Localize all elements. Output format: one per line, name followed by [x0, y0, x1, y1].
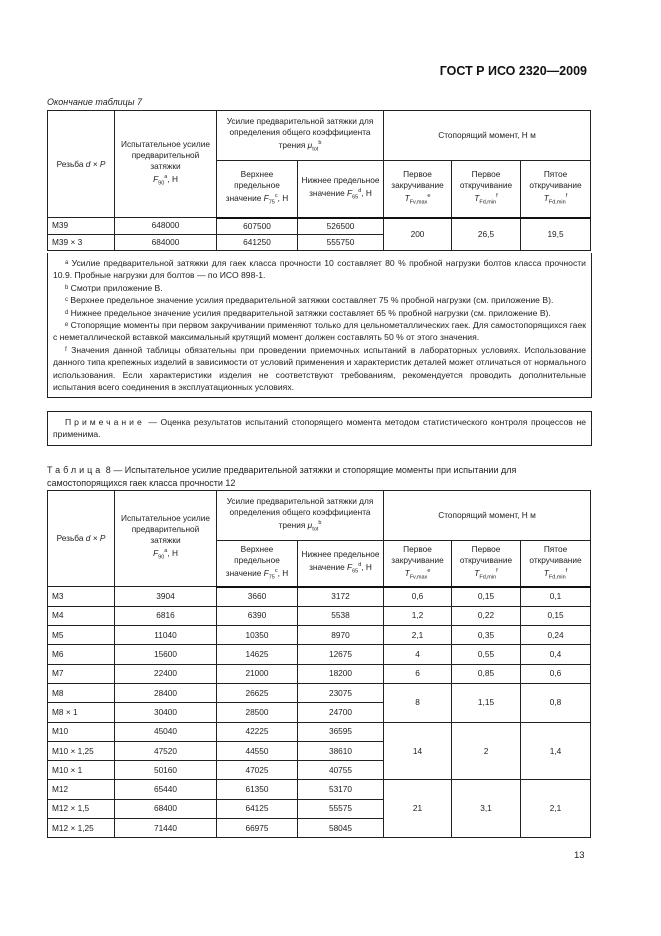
thread-cell: M8: [48, 683, 115, 702]
thread-cell: M12: [48, 780, 115, 799]
upper-preload-cell: 44550: [217, 741, 298, 760]
proof-load-cell: 50160: [115, 761, 217, 780]
header-preload-group: [217, 491, 384, 541]
footnote-marker: a: [164, 548, 168, 555]
table8-body: [48, 587, 591, 838]
header-preload-label: Усилие предварительной затяжки для определения общего коэффициента трения: [226, 495, 374, 530]
fifth-loosening-torque-cell: 0,8: [521, 683, 591, 722]
header-thread-symbol: d × P: [85, 533, 106, 543]
symbol-subscript: 90: [158, 180, 165, 187]
proof-load-cell: 30400: [115, 703, 217, 722]
header-label: Первое откручивание: [459, 169, 513, 191]
footnote-marker: a: [164, 173, 168, 180]
fifth-loosening-torque-cell: 1,4: [521, 722, 591, 780]
lower-preload-cell: 3172: [298, 587, 384, 607]
header-proof-load: [115, 111, 217, 218]
upper-preload-cell: 14625: [217, 645, 298, 664]
note-label: Примечание: [65, 417, 145, 427]
page-number: 13: [574, 850, 585, 861]
table7-footnotes: [47, 253, 592, 398]
symbol: F: [263, 567, 269, 578]
upper-preload-cell: 26625: [217, 683, 298, 702]
table-row: [48, 722, 591, 741]
symbol-subscript: Fd,min: [479, 573, 497, 580]
symbol-subscript: 65: [352, 568, 359, 575]
upper-preload-cell: 66975: [217, 819, 298, 838]
first-loosening-torque-cell: 0,85: [452, 664, 521, 683]
thread-cell: M39 × 3: [48, 234, 115, 250]
header-thread: [48, 111, 115, 218]
header-proof-load: [115, 491, 217, 587]
proof-load-cell: 71440: [115, 819, 217, 838]
table-row: [48, 218, 591, 235]
footnote: ᵇ Смотри приложение В.: [65, 282, 163, 293]
first-tightening-torque-cell: 200: [384, 218, 452, 251]
header-preload-label: Усилие предварительной затяжки для определения общего коэффициента трения: [226, 115, 374, 150]
symbol: F: [347, 187, 353, 198]
first-tightening-torque-cell: 14: [384, 722, 452, 780]
symbol-subscript: Fd,min: [479, 199, 497, 206]
symbol-subscript: Fv,max: [409, 199, 428, 206]
symbol-subscript: Fd,min: [548, 573, 566, 580]
proof-load-cell: 11040: [115, 626, 217, 645]
header-first-off: [452, 541, 521, 587]
table-row: [48, 780, 591, 799]
table8-caption-text: 8 — Испытательное усилие предварительной затяжки и стопорящие моменты при испытании для самостопорящихся гаек класса прочности 12: [47, 465, 517, 488]
upper-preload-cell: 607500: [217, 218, 298, 235]
unit: , Н: [361, 561, 372, 572]
symbol: T: [543, 567, 549, 578]
first-loosening-torque-cell: 0,22: [452, 606, 521, 625]
header-thread: [48, 491, 115, 587]
symbol: F: [153, 173, 159, 184]
unit: , Н: [167, 548, 178, 559]
header-thread-label: Резьба: [56, 158, 86, 169]
footnote-marker: c: [274, 567, 278, 574]
thread-cell: M10: [48, 722, 115, 741]
header-thread-label: Резьба: [56, 533, 86, 543]
table-row: [48, 664, 591, 683]
symbol-subscript: 65: [352, 193, 359, 200]
header-lower-label: Нижнее предельное значение: [301, 174, 380, 198]
footnote-marker: b: [318, 519, 322, 526]
thread-cell: M7: [48, 664, 115, 683]
fifth-loosening-torque-cell: 19,5: [521, 218, 591, 251]
header-first-off: [452, 161, 521, 218]
symbol: F: [347, 561, 353, 572]
thread-cell: M5: [48, 626, 115, 645]
header-label: Первое закручивание: [391, 169, 444, 191]
symbol: μ: [307, 139, 313, 150]
proof-load-cell: 3904: [115, 587, 217, 607]
symbol: T: [404, 567, 410, 578]
header-proof-label: Испытательное усилие предварительной затяжки: [121, 513, 210, 546]
header-proof-label: Испытательное усилие предварительной затяжки: [121, 138, 210, 171]
footnote: ᶜ Верхнее предельное значение усилия предварительной затяжки составляет 75 % пробной нагрузки (см. приложение В).: [65, 295, 554, 306]
symbol-subscript: 90: [158, 554, 165, 561]
table7-caption: Окончание таблицы 7: [47, 97, 142, 107]
footnote: ᵈ Нижнее предельное значение усилия предварительной затяжки составляет 65 % пробной нагрузки (см. приложение В).: [65, 307, 551, 318]
table-row: [48, 645, 591, 664]
table8-caption: [47, 464, 592, 490]
footnote-marker: e: [427, 567, 431, 574]
first-loosening-torque-cell: 1,15: [452, 683, 521, 722]
unit: , Н: [277, 192, 289, 203]
header-torque-group: Стопорящий момент, Н м: [384, 111, 591, 161]
thread-cell: M39: [48, 218, 115, 235]
header-first-on: [384, 161, 452, 218]
upper-preload-cell: 21000: [217, 664, 298, 683]
proof-load-cell: 68400: [115, 799, 217, 818]
footnote: ᵉ Стопорящие моменты при первом закручивании применяют только для цельнометаллических гаек. Для самостопорящихся гаек с неметаллической вставкой максимальный крутящий момент должен составлять 50 % от этого значения.: [53, 320, 586, 343]
lower-preload-cell: 38610: [298, 741, 384, 760]
proof-load-cell: 45040: [115, 722, 217, 741]
header-torque-group: Стопорящий момент, Н м: [384, 491, 591, 541]
proof-load-cell: 47520: [115, 741, 217, 760]
lower-preload-cell: 555750: [298, 234, 384, 250]
first-tightening-torque-cell: 1,2: [384, 606, 452, 625]
header-label: Первое откручивание: [459, 543, 513, 565]
first-tightening-torque-cell: 4: [384, 645, 452, 664]
thread-cell: M12 × 1,25: [48, 819, 115, 838]
table7-body: [48, 218, 591, 251]
table-row: [48, 626, 591, 645]
table7-note: [47, 411, 592, 446]
lower-preload-cell: 12675: [298, 645, 384, 664]
symbol-subscript: 75: [268, 573, 275, 580]
proof-load-cell: 684000: [115, 234, 217, 250]
fifth-loosening-torque-cell: 0,1: [521, 587, 591, 607]
upper-preload-cell: 64125: [217, 799, 298, 818]
upper-preload-cell: 641250: [217, 234, 298, 250]
header-upper-label: Верхнее предельное значение: [225, 543, 280, 578]
footnote-marker: c: [274, 193, 278, 200]
upper-preload-cell: 61350: [217, 780, 298, 799]
lower-preload-cell: 58045: [298, 819, 384, 838]
first-loosening-torque-cell: 26,5: [452, 218, 521, 251]
thread-cell: M3: [48, 587, 115, 607]
proof-load-cell: 648000: [115, 218, 217, 235]
header-first-on: [384, 541, 452, 587]
footnote-marker: e: [427, 193, 431, 200]
thread-cell: M10 × 1: [48, 761, 115, 780]
symbol: F: [263, 192, 269, 203]
symbol: T: [404, 192, 410, 203]
symbol: μ: [307, 519, 313, 530]
fifth-loosening-torque-cell: 0,24: [521, 626, 591, 645]
fifth-loosening-torque-cell: 0,15: [521, 606, 591, 625]
footnote: ᵃ Усилие предварительной затяжки для гаек класса прочности 10 составляет 80 % пробной нагрузки болтов класса прочности 10.9. Пробные нагрузки для болтов — по ИСО 898-1.: [53, 258, 586, 281]
document-id: ГОСТ Р ИСО 2320—2009: [439, 64, 587, 78]
footnote-marker: d: [358, 187, 362, 194]
unit: , Н: [277, 567, 289, 578]
symbol-subscript: tot: [312, 146, 319, 153]
upper-preload-cell: 10350: [217, 626, 298, 645]
symbol-subscript: tot: [312, 526, 319, 533]
table8-head: [48, 491, 591, 587]
upper-preload-cell: 6390: [217, 606, 298, 625]
first-tightening-torque-cell: 8: [384, 683, 452, 722]
table-row: [48, 683, 591, 702]
fifth-loosening-torque-cell: 0,4: [521, 645, 591, 664]
footnote-marker: f: [565, 567, 568, 574]
thread-cell: M4: [48, 606, 115, 625]
first-loosening-torque-cell: 3,1: [452, 780, 521, 838]
lower-preload-cell: 5538: [298, 606, 384, 625]
header-label: Пятое откручивание: [529, 543, 582, 565]
footnote-marker: d: [358, 562, 362, 569]
first-loosening-torque-cell: 0,15: [452, 587, 521, 607]
header-label: Пятое откручивание: [529, 169, 582, 191]
first-tightening-torque-cell: 21: [384, 780, 452, 838]
footnote: ᶠ Значения данной таблицы обязательны при проведении приемочных испытаний в лабораторных условиях. Использование данного типа крепежных изделий в зависимости от условий применения и характеристик деталей может отличаться от нормального использования. Если характеристики изделия не соответствуют требованиям, рекомендуется проводить дополнительные испытания всего соединения в эксплуатационных условиях.: [53, 344, 586, 393]
first-loosening-torque-cell: 0,35: [452, 626, 521, 645]
proof-load-cell: 6816: [115, 606, 217, 625]
symbol-subscript: 75: [268, 199, 275, 206]
thread-cell: M12 × 1,5: [48, 799, 115, 818]
proof-load-cell: 15600: [115, 645, 217, 664]
footnote-marker: f: [496, 567, 498, 574]
header-preload-group: [217, 111, 384, 161]
symbol: T: [543, 192, 549, 203]
lower-preload-cell: 55575: [298, 799, 384, 818]
proof-load-cell: 22400: [115, 664, 217, 683]
header-lower-label: Нижнее предельное значение: [301, 549, 380, 572]
first-loosening-torque-cell: 0,55: [452, 645, 521, 664]
lower-preload-cell: 24700: [298, 703, 384, 722]
lower-preload-cell: 8970: [298, 626, 384, 645]
fifth-loosening-torque-cell: 0,6: [521, 664, 591, 683]
unit: , Н: [167, 173, 178, 184]
first-tightening-torque-cell: 0,6: [384, 587, 452, 607]
thread-cell: M6: [48, 645, 115, 664]
symbol: T: [474, 192, 480, 203]
header-fifth-off: [521, 541, 591, 587]
table-row: [48, 587, 591, 607]
header-lower: [298, 541, 384, 587]
symbol: T: [474, 567, 480, 578]
proof-load-cell: 65440: [115, 780, 217, 799]
header-upper: [217, 161, 298, 218]
header-upper: [217, 541, 298, 587]
upper-preload-cell: 42225: [217, 722, 298, 741]
header-label: Первое закручивание: [391, 543, 444, 565]
lower-preload-cell: 18200: [298, 664, 384, 683]
note-text: — Оценка результатов испытаний стопорящего момента методом статистического контроля процессов не применима.: [53, 417, 586, 440]
symbol-subscript: Fv,max: [409, 573, 428, 580]
fifth-loosening-torque-cell: 2,1: [521, 780, 591, 838]
header-thread-symbol: d × P: [85, 158, 106, 169]
footnote-marker: f: [496, 193, 498, 200]
thread-cell: M8 × 1: [48, 703, 115, 722]
table-7: [47, 110, 591, 251]
first-loosening-torque-cell: 2: [452, 722, 521, 780]
lower-preload-cell: 526500: [298, 218, 384, 235]
first-tightening-torque-cell: 6: [384, 664, 452, 683]
lower-preload-cell: 40755: [298, 761, 384, 780]
lower-preload-cell: 23075: [298, 683, 384, 702]
first-tightening-torque-cell: 2,1: [384, 626, 452, 645]
footnote-marker: f: [565, 193, 568, 200]
lower-preload-cell: 53170: [298, 780, 384, 799]
table-8: [47, 490, 591, 838]
unit: , Н: [361, 187, 372, 198]
thread-cell: M10 × 1,25: [48, 741, 115, 760]
table8-caption-label: Таблица: [47, 465, 104, 475]
table-row: [48, 606, 591, 625]
footnote-marker: b: [318, 139, 322, 146]
table7-head: [48, 111, 591, 218]
upper-preload-cell: 47025: [217, 761, 298, 780]
lower-preload-cell: 36595: [298, 722, 384, 741]
symbol: F: [153, 548, 159, 559]
proof-load-cell: 28400: [115, 683, 217, 702]
header-lower: [298, 161, 384, 218]
symbol-subscript: Fd,min: [548, 199, 566, 206]
upper-preload-cell: 28500: [217, 703, 298, 722]
upper-preload-cell: 3660: [217, 587, 298, 607]
header-upper-label: Верхнее предельное значение: [225, 169, 280, 203]
header-fifth-off: [521, 161, 591, 218]
